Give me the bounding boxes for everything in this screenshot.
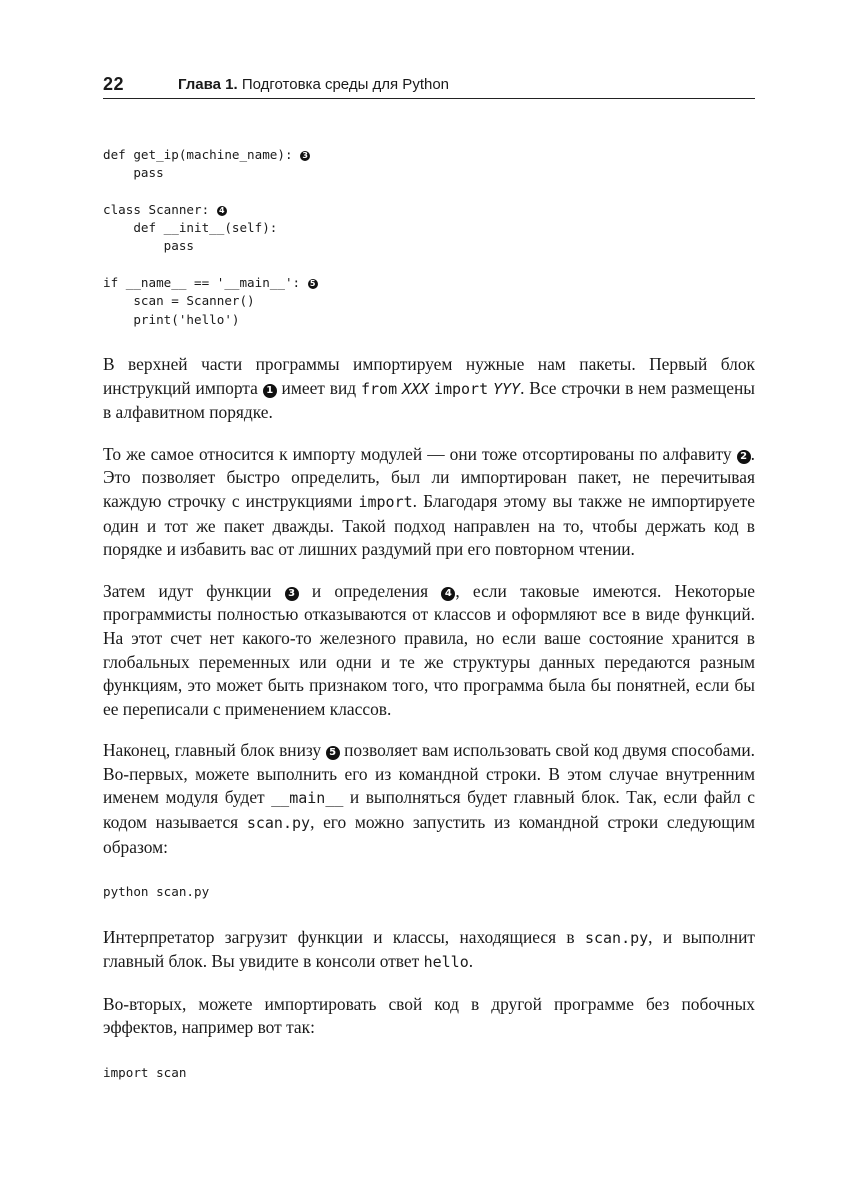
chapter-heading bbox=[178, 76, 449, 93]
callout-5-icon: 5 bbox=[326, 746, 340, 760]
code-run-command: python scan.py bbox=[103, 884, 210, 900]
code-line: print('hello') bbox=[103, 311, 240, 327]
callout-5-icon: 5 bbox=[308, 279, 318, 289]
callout-2-icon: 2 bbox=[737, 450, 751, 464]
paragraph-import-usage: Во-вторых, можете импортировать свой код в другой программе без побочных эффектов, например вот так: bbox=[103, 993, 755, 1038]
code-listing-main bbox=[103, 146, 755, 329]
paragraph-functions: Затем идут функции 3 и определения 4 , если таковые имеются. Некоторые программисты полностью отказываются от классов и оформляют все в виде функций. На этот счет нет какого-то железного правила, но если ваше состояние хранится в глобальных переменных или одни и те же структуры данных передаются разным функциям, это может быть признаком того, что программа была бы понятней, если бы ее переписали с применением классов. bbox=[103, 580, 755, 719]
paragraph-interpreter: Интерпретатор загрузит функции и классы, находящиеся в scan.py, и выполнит главный блок. Вы увидите в консоли ответ hello. bbox=[103, 926, 755, 972]
code-line: def get_ip(machine_name): bbox=[103, 147, 301, 162]
code-line: if __name__ == '__main__': bbox=[103, 275, 308, 291]
page-body bbox=[103, 146, 755, 1082]
callout-4-icon: 4 bbox=[441, 587, 455, 601]
paragraph-main-block: Наконец, главный блок внизу 5 позволяет вам использовать свой код двумя способами. Во-первых, можете выполнить его из командной строки. В этом случае внутренним именем модуля будет __main__ и выполняться будет главный блок. Так, если файл с кодом называется scan.py, его можно запустить из командной строки следующим образом: bbox=[103, 740, 755, 857]
code-line: def __init__(self): bbox=[103, 220, 278, 236]
code-line: pass bbox=[103, 165, 164, 181]
code-line: scan = Scanner() bbox=[103, 293, 255, 309]
chapter-title: Подготовка среды для Python bbox=[241, 76, 450, 93]
callout-3-icon: 3 bbox=[300, 151, 310, 161]
page-number: 22 bbox=[103, 74, 125, 94]
chapter-label: Глава 1. bbox=[178, 76, 238, 93]
paragraph-imports: В верхней части программы импортируем нужные нам пакеты. Первый блок инструкций импорта 1 имеет вид from XXX import YYY. Все строчки в нем размещены в алфавитном порядке. bbox=[103, 353, 755, 423]
paragraph-modules: То же самое относится к импорту модулей — они тоже отсортированы по алфавиту 2 . Это позволяет быстро определить, был ли импортирован пакет, не перечитывая каждую строчку с инструкциями import. Благодаря этому вы также не импортируете один и тот же пакет дважды. Такой подход направлен на то, чтобы держать код в порядке и избавить вас от лишних раздумий при его повторном чтении. bbox=[103, 443, 755, 560]
callout-3-icon: 3 bbox=[285, 587, 299, 601]
callout-4-icon: 4 bbox=[217, 206, 227, 216]
code-line: pass bbox=[103, 238, 194, 254]
running-header bbox=[103, 74, 755, 99]
code-import-example: import scan bbox=[103, 1064, 187, 1080]
code-line: class Scanner: bbox=[103, 201, 217, 217]
callout-1-icon: 1 bbox=[263, 384, 277, 398]
